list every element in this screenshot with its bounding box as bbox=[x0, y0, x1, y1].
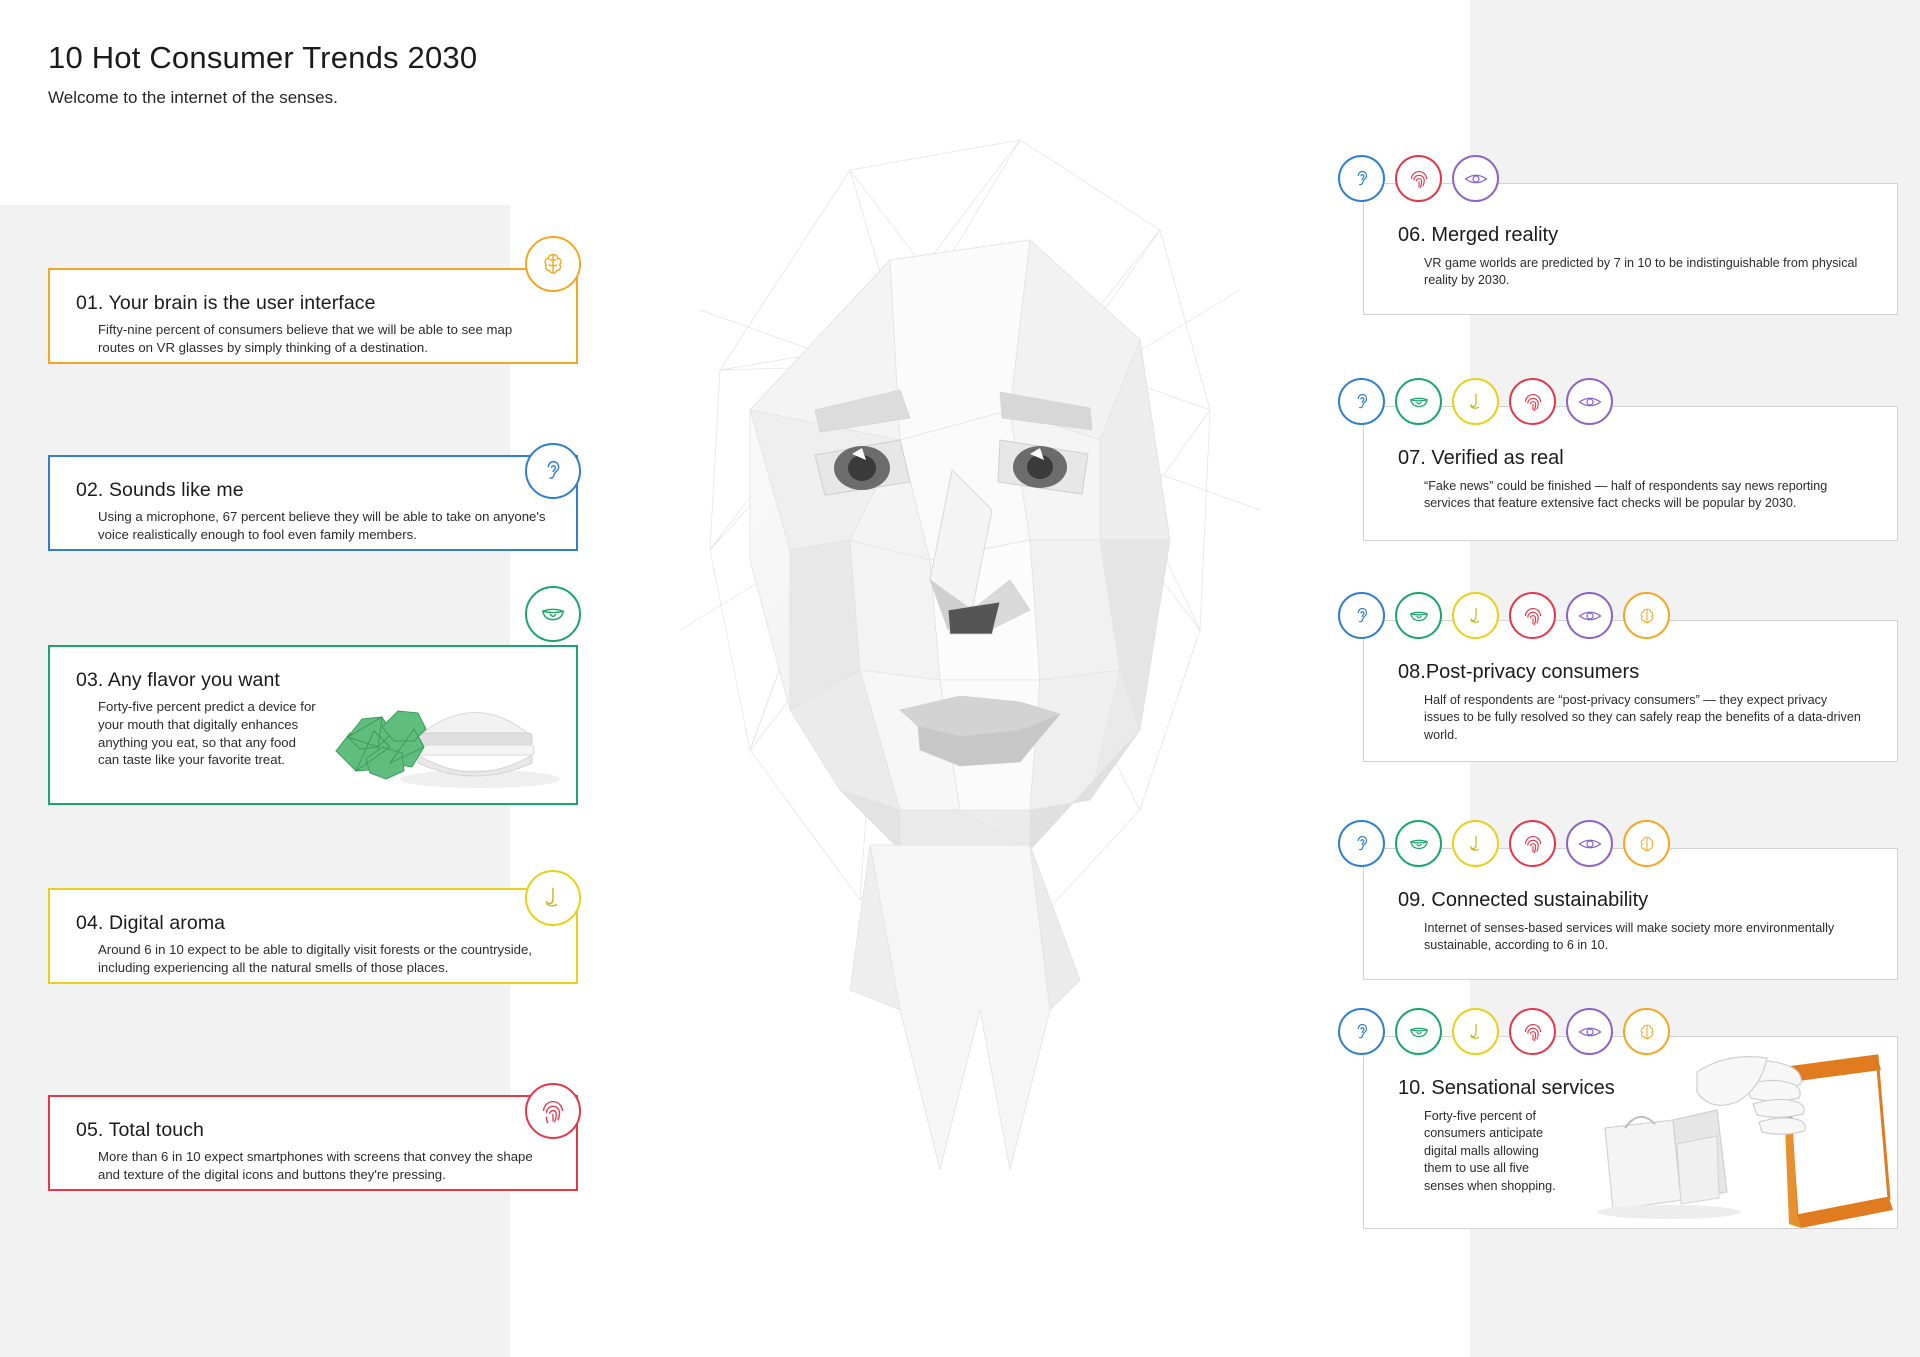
ear-icon bbox=[1352, 832, 1372, 856]
chip-strip-07 bbox=[1338, 378, 1613, 425]
touch-icon-badge-05 bbox=[525, 1083, 581, 1139]
chip-strip-10 bbox=[1338, 1008, 1670, 1055]
page-subtitle: Welcome to the internet of the senses. bbox=[48, 88, 338, 107]
trend-card-09[interactable] bbox=[1363, 848, 1898, 980]
sight-icon-chip bbox=[1452, 155, 1499, 202]
sight-icon bbox=[1578, 1023, 1602, 1041]
trend-card-10[interactable] bbox=[1363, 1036, 1898, 1229]
ear-icon-chip bbox=[1338, 820, 1385, 867]
trend-card-08-title: 08.Post-privacy consumers bbox=[1398, 661, 1640, 683]
taste-icon-chip bbox=[1395, 378, 1442, 425]
low-poly-face-illustration bbox=[600, 110, 1300, 1250]
brain-icon bbox=[1636, 605, 1658, 627]
chip-strip-09 bbox=[1338, 820, 1670, 867]
touch-icon bbox=[1523, 832, 1543, 856]
brain-icon-chip bbox=[1623, 1008, 1670, 1055]
digital-mall-illustration bbox=[1577, 1048, 1897, 1228]
sight-icon-chip bbox=[1566, 592, 1613, 639]
brain-icon-badge-01 bbox=[525, 236, 581, 292]
smell-icon-chip bbox=[1452, 592, 1499, 639]
trend-card-03[interactable] bbox=[48, 645, 578, 805]
touch-icon bbox=[1409, 167, 1429, 191]
trend-card-07-body: “Fake news” could be finished — half of respondents say news reporting services that feature extensive fact checks will be popular by 2030. bbox=[1424, 479, 1828, 511]
smell-icon-chip bbox=[1452, 1008, 1499, 1055]
touch-icon-chip bbox=[1509, 1008, 1556, 1055]
ear-icon bbox=[1352, 167, 1372, 191]
taste-icon bbox=[1407, 835, 1431, 853]
brain-icon-chip bbox=[1623, 820, 1670, 867]
sight-icon bbox=[1464, 170, 1488, 188]
touch-icon-chip bbox=[1509, 592, 1556, 639]
taste-icon-chip bbox=[1395, 592, 1442, 639]
brain-icon bbox=[538, 249, 568, 279]
taste-icon-chip bbox=[1395, 820, 1442, 867]
trend-card-05-title: 05. Total touch bbox=[76, 1119, 205, 1141]
trend-card-09-title: 09. Connected sustainability bbox=[1398, 889, 1649, 911]
smell-icon bbox=[1467, 604, 1485, 628]
brain-icon bbox=[1636, 1021, 1658, 1043]
smell-icon-badge-04 bbox=[525, 870, 581, 926]
trend-card-02[interactable] bbox=[48, 455, 578, 551]
taste-icon bbox=[1407, 393, 1431, 411]
trend-card-09-body: Internet of senses-based services will make society more environmentally sustainable, according to 6 in 10. bbox=[1424, 921, 1835, 953]
taste-icon bbox=[1407, 607, 1431, 625]
sight-icon bbox=[1578, 835, 1602, 853]
sight-icon bbox=[1578, 393, 1602, 411]
taste-icon-badge-03 bbox=[525, 586, 581, 642]
trend-card-01-title: 01. Your brain is the user interface bbox=[76, 292, 376, 314]
smell-icon bbox=[1467, 832, 1485, 856]
ear-icon-chip bbox=[1338, 592, 1385, 639]
taste-icon bbox=[538, 602, 568, 626]
trend-card-05[interactable] bbox=[48, 1095, 578, 1191]
smell-icon bbox=[1467, 1020, 1485, 1044]
trend-card-08-body: Half of respondents are “post-privacy consumers” — they expect privacy issues to be fully resolved so they can safely reap the benefits of a data-driven world. bbox=[1424, 693, 1861, 742]
ear-icon-chip bbox=[1338, 155, 1385, 202]
trend-card-04[interactable] bbox=[48, 888, 578, 984]
sight-icon bbox=[1578, 607, 1602, 625]
chip-strip-08 bbox=[1338, 592, 1670, 639]
touch-icon bbox=[1523, 1020, 1543, 1044]
taste-icon bbox=[1407, 1023, 1431, 1041]
trend-card-07[interactable] bbox=[1363, 406, 1898, 541]
touch-icon bbox=[1523, 390, 1543, 414]
ear-icon bbox=[1352, 604, 1372, 628]
page-header bbox=[48, 40, 748, 108]
ear-icon-badge-02 bbox=[525, 443, 581, 499]
touch-icon-chip bbox=[1395, 155, 1442, 202]
touch-icon bbox=[540, 1096, 566, 1126]
trend-card-06-body: VR game worlds are predicted by 7 in 10 to be indistinguishable from physical reality by 2030. bbox=[1424, 256, 1858, 288]
brain-icon bbox=[1636, 833, 1658, 855]
taste-icon-chip bbox=[1395, 1008, 1442, 1055]
burger-illustration bbox=[320, 675, 570, 795]
sight-icon-chip bbox=[1566, 1008, 1613, 1055]
sight-icon-chip bbox=[1566, 378, 1613, 425]
trend-card-01-body: Fifty-nine percent of consumers believe that we will be able to see map routes on VR glasses by simply thinking of a destination. bbox=[98, 322, 513, 355]
ear-icon bbox=[540, 456, 566, 486]
page-title: 10 Hot Consumer Trends 2030 bbox=[48, 40, 478, 75]
brain-icon-chip bbox=[1623, 592, 1670, 639]
trend-card-10-body: Forty-five percent of consumers anticipate digital malls allowing them to use all five senses when shopping. bbox=[1424, 1109, 1556, 1193]
smell-icon-chip bbox=[1452, 378, 1499, 425]
trend-card-06[interactable] bbox=[1363, 183, 1898, 315]
ear-icon bbox=[1352, 390, 1372, 414]
trend-card-05-body: More than 6 in 10 expect smartphones with screens that convey the shape and texture of the digital icons and buttons they're pressing. bbox=[98, 1149, 533, 1182]
trend-card-04-title: 04. Digital aroma bbox=[76, 912, 226, 934]
ear-icon bbox=[1352, 1020, 1372, 1044]
trend-card-08[interactable] bbox=[1363, 620, 1898, 762]
touch-icon-chip bbox=[1509, 820, 1556, 867]
trend-card-01[interactable] bbox=[48, 268, 578, 364]
ear-icon-chip bbox=[1338, 1008, 1385, 1055]
chip-strip-06 bbox=[1338, 155, 1499, 202]
trend-card-06-title: 06. Merged reality bbox=[1398, 224, 1559, 246]
trend-card-03-title: 03. Any flavor you want bbox=[76, 669, 280, 691]
touch-icon bbox=[1523, 604, 1543, 628]
smell-icon-chip bbox=[1452, 820, 1499, 867]
trend-card-10-title: 10. Sensational services bbox=[1398, 1077, 1615, 1099]
sight-icon-chip bbox=[1566, 820, 1613, 867]
smell-icon bbox=[541, 883, 565, 913]
trend-card-03-body: Forty-five percent predict a device for your mouth that digitally enhances anything you eat, so that any food can taste like your favorite treat. bbox=[98, 699, 316, 768]
trend-card-02-title: 02. Sounds like me bbox=[76, 479, 244, 501]
ear-icon-chip bbox=[1338, 378, 1385, 425]
trend-card-02-body: Using a microphone, 67 percent believe they will be able to take on anyone's voice realistically enough to fool even family members. bbox=[98, 509, 546, 542]
trend-card-07-title: 07. Verified as real bbox=[1398, 447, 1564, 469]
touch-icon-chip bbox=[1509, 378, 1556, 425]
smell-icon bbox=[1467, 390, 1485, 414]
trend-card-04-body: Around 6 in 10 expect to be able to digitally visit forests or the countryside, including experiencing all the natural smells of those places. bbox=[98, 942, 532, 975]
